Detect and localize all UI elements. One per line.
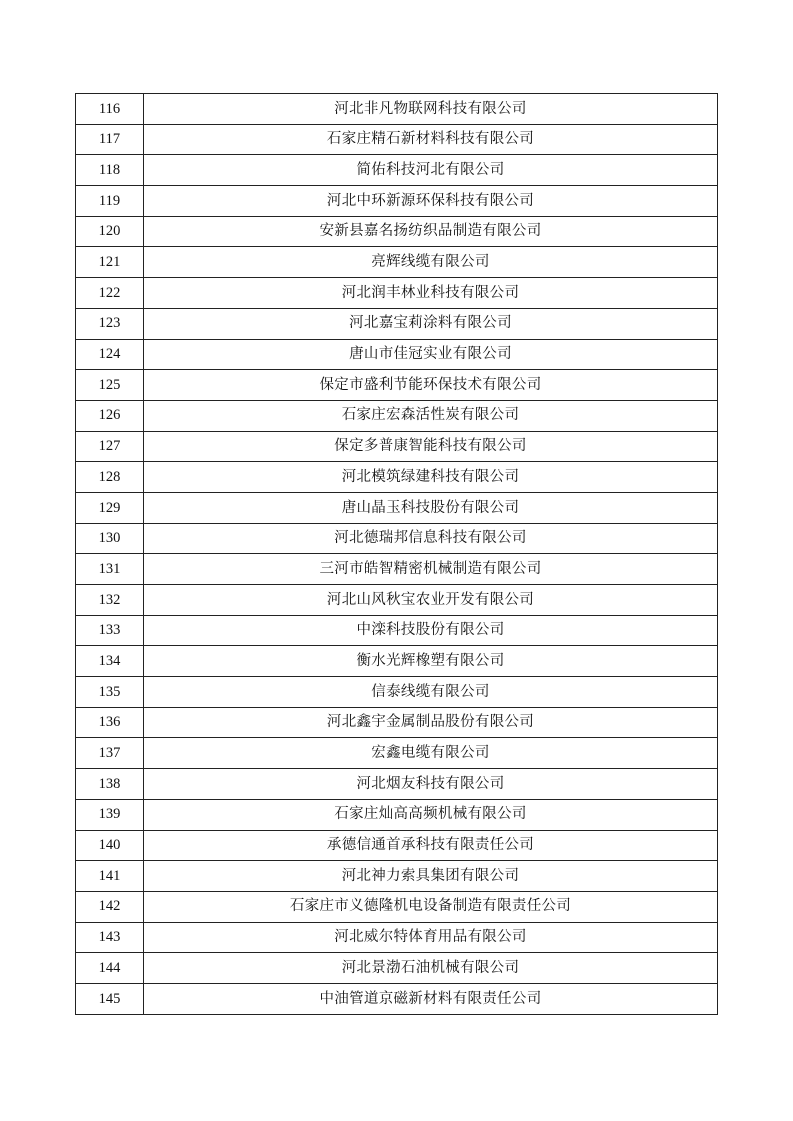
- row-number-cell: 134: [76, 646, 144, 677]
- row-number-cell: 132: [76, 585, 144, 616]
- company-name-cell: 石家庄市义德隆机电设备制造有限责任公司: [144, 891, 718, 922]
- table-row: [76, 585, 718, 616]
- table-row: [76, 308, 718, 339]
- table-row: [76, 155, 718, 186]
- company-list-body: [76, 94, 718, 1015]
- table-row: [76, 431, 718, 462]
- row-number-cell: 135: [76, 677, 144, 708]
- table-row: [76, 646, 718, 677]
- row-number-cell: 142: [76, 891, 144, 922]
- company-name-cell: 保定多普康智能科技有限公司: [144, 431, 718, 462]
- row-number-cell: 118: [76, 155, 144, 186]
- company-name-cell: 亮辉线缆有限公司: [144, 247, 718, 278]
- row-number-cell: 131: [76, 554, 144, 585]
- row-number-cell: 137: [76, 738, 144, 769]
- company-name-cell: 中滦科技股份有限公司: [144, 615, 718, 646]
- company-name-cell: 石家庄宏森活性炭有限公司: [144, 400, 718, 431]
- company-name-cell: 宏鑫电缆有限公司: [144, 738, 718, 769]
- table-row: [76, 278, 718, 309]
- company-name-cell: 河北模筑绿建科技有限公司: [144, 462, 718, 493]
- row-number-cell: 124: [76, 339, 144, 370]
- table-row: [76, 124, 718, 155]
- row-number-cell: 145: [76, 983, 144, 1014]
- row-number-cell: 141: [76, 861, 144, 892]
- row-number-cell: 133: [76, 615, 144, 646]
- company-name-cell: 承德信通首承科技有限责任公司: [144, 830, 718, 861]
- row-number-cell: 140: [76, 830, 144, 861]
- company-name-cell: 河北山风秋宝农业开发有限公司: [144, 585, 718, 616]
- row-number-cell: 143: [76, 922, 144, 953]
- row-number-cell: 126: [76, 400, 144, 431]
- row-number-cell: 144: [76, 953, 144, 984]
- company-name-cell: 河北烟友科技有限公司: [144, 769, 718, 800]
- company-name-cell: 石家庄灿高高频机械有限公司: [144, 799, 718, 830]
- company-name-cell: 河北德瑞邦信息科技有限公司: [144, 523, 718, 554]
- table-row: [76, 247, 718, 278]
- row-number-cell: 117: [76, 124, 144, 155]
- row-number-cell: 122: [76, 278, 144, 309]
- company-name-cell: 河北润丰林业科技有限公司: [144, 278, 718, 309]
- row-number-cell: 136: [76, 707, 144, 738]
- table-row: [76, 983, 718, 1014]
- company-name-cell: 中油管道京磁新材料有限责任公司: [144, 983, 718, 1014]
- table-row: [76, 400, 718, 431]
- table-row: [76, 861, 718, 892]
- table-row: [76, 707, 718, 738]
- table-row: [76, 462, 718, 493]
- company-name-cell: 唐山市佳冠实业有限公司: [144, 339, 718, 370]
- table-row: [76, 339, 718, 370]
- company-name-cell: 河北神力索具集团有限公司: [144, 861, 718, 892]
- row-number-cell: 125: [76, 370, 144, 401]
- company-name-cell: 唐山晶玉科技股份有限公司: [144, 492, 718, 523]
- row-number-cell: 120: [76, 216, 144, 247]
- table-row: [76, 523, 718, 554]
- company-name-cell: 三河市皓智精密机械制造有限公司: [144, 554, 718, 585]
- table-row: [76, 677, 718, 708]
- company-name-cell: 简佑科技河北有限公司: [144, 155, 718, 186]
- company-name-cell: 河北威尔特体育用品有限公司: [144, 922, 718, 953]
- row-number-cell: 127: [76, 431, 144, 462]
- table-row: [76, 492, 718, 523]
- company-name-cell: 衡水光辉橡塑有限公司: [144, 646, 718, 677]
- row-number-cell: 116: [76, 94, 144, 125]
- company-name-cell: 信泰线缆有限公司: [144, 677, 718, 708]
- row-number-cell: 130: [76, 523, 144, 554]
- table-row: [76, 891, 718, 922]
- table-row: [76, 94, 718, 125]
- row-number-cell: 119: [76, 186, 144, 217]
- table-row: [76, 216, 718, 247]
- table-row: [76, 370, 718, 401]
- table-row: [76, 186, 718, 217]
- company-list-table: [75, 93, 718, 1015]
- table-row: [76, 554, 718, 585]
- table-row: [76, 830, 718, 861]
- table-row: [76, 799, 718, 830]
- company-name-cell: 河北景渤石油机械有限公司: [144, 953, 718, 984]
- company-name-cell: 河北嘉宝莉涂料有限公司: [144, 308, 718, 339]
- company-name-cell: 河北鑫宇金属制品股份有限公司: [144, 707, 718, 738]
- table-row: [76, 769, 718, 800]
- table-row: [76, 922, 718, 953]
- table-row: [76, 738, 718, 769]
- company-name-cell: 安新县嘉名扬纺织品制造有限公司: [144, 216, 718, 247]
- row-number-cell: 121: [76, 247, 144, 278]
- company-name-cell: 河北中环新源环保科技有限公司: [144, 186, 718, 217]
- company-name-cell: 保定市盛利节能环保技术有限公司: [144, 370, 718, 401]
- row-number-cell: 129: [76, 492, 144, 523]
- row-number-cell: 123: [76, 308, 144, 339]
- table-row: [76, 953, 718, 984]
- table-row: [76, 615, 718, 646]
- row-number-cell: 139: [76, 799, 144, 830]
- row-number-cell: 138: [76, 769, 144, 800]
- row-number-cell: 128: [76, 462, 144, 493]
- company-name-cell: 河北非凡物联网科技有限公司: [144, 94, 718, 125]
- company-name-cell: 石家庄精石新材料科技有限公司: [144, 124, 718, 155]
